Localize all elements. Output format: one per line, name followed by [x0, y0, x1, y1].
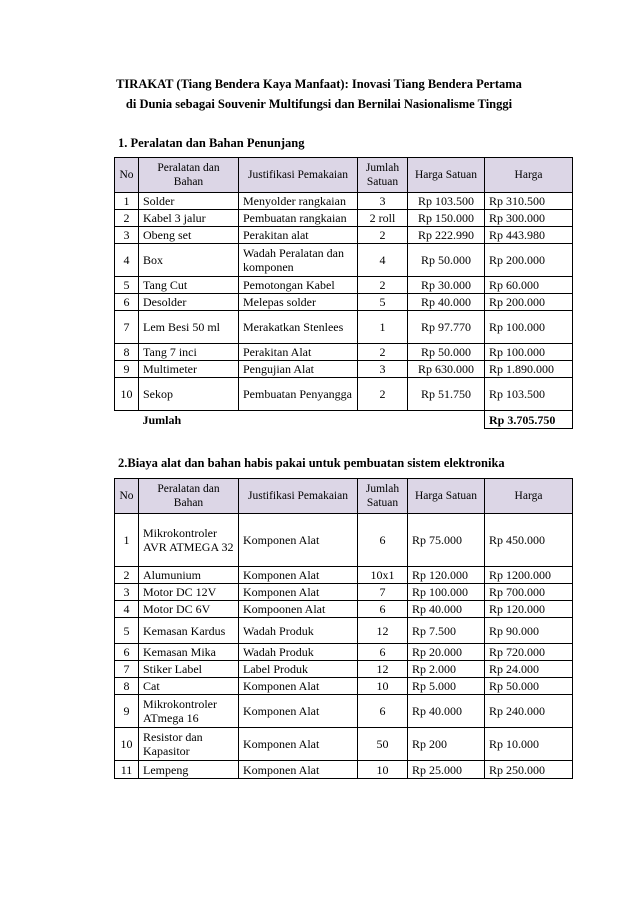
cell-no: 8 [115, 678, 139, 695]
cell-item: Tang 7 inci [139, 344, 239, 361]
total-value: Rp 3.705.750 [485, 411, 573, 429]
cell-price: Rp 24.000 [485, 661, 573, 678]
cell-item: Motor DC 12V [139, 584, 239, 601]
table-row [115, 344, 573, 361]
cell-price: Rp 120.000 [485, 601, 573, 618]
cell-quantity: 2 [358, 277, 408, 294]
cell-unit-price: Rp 20.000 [408, 644, 485, 661]
header-quantity: Jumlah Satuan [358, 158, 408, 193]
header-quantity: Jumlah Satuan [358, 479, 408, 514]
cell-quantity: 2 [358, 378, 408, 411]
table-row [115, 695, 573, 728]
document-title-line2: di Dunia sebagai Souvenir Multifungsi dan Bernilai Nasionalisme Tinggi [125, 97, 513, 111]
cell-unit-price: Rp 25.000 [408, 761, 485, 779]
cell-quantity: 6 [358, 601, 408, 618]
cell-no: 5 [115, 277, 139, 294]
cell-no: 10 [115, 728, 139, 761]
cell-price: Rp 103.500 [485, 378, 573, 411]
table-row [115, 661, 573, 678]
cell-price: Rp 450.000 [485, 514, 573, 567]
cell-price: Rp 90.000 [485, 618, 573, 644]
cell-justification: Pembuatan rangkaian [239, 210, 358, 227]
table-row [115, 618, 573, 644]
cell-price: Rp 200.000 [485, 294, 573, 311]
cell-item: Tang Cut [139, 277, 239, 294]
cell-justification: Pembuatan Penyangga [239, 378, 358, 411]
cell-quantity: 12 [358, 661, 408, 678]
cell-justification: Komponen Alat [239, 678, 358, 695]
cell-item: Desolder [139, 294, 239, 311]
cell-quantity: 2 [358, 344, 408, 361]
cell-justification: Komponen Alat [239, 695, 358, 728]
table-row [115, 294, 573, 311]
section1-heading: 1. Peralatan dan Bahan Penunjang [118, 136, 305, 150]
cell-item: Multimeter [139, 361, 239, 378]
cell-quantity: 3 [358, 361, 408, 378]
cell-quantity: 1 [358, 311, 408, 344]
cell-unit-price: Rp 630.000 [408, 361, 485, 378]
cell-quantity: 50 [358, 728, 408, 761]
cell-unit-price: Rp 75.000 [408, 514, 485, 567]
cell-justification: Pengujian Alat [239, 361, 358, 378]
cell-quantity: 6 [358, 695, 408, 728]
cell-price: Rp 240.000 [485, 695, 573, 728]
cell-unit-price: Rp 120.000 [408, 567, 485, 584]
cell-no: 9 [115, 695, 139, 728]
cell-no: 7 [115, 311, 139, 344]
table-row [115, 601, 573, 618]
cell-justification: Perakitan Alat [239, 344, 358, 361]
header-justification: Justifikasi Pemakaian [239, 158, 358, 193]
cell-justification: Komponen Alat [239, 567, 358, 584]
cell-justification: Komponen Alat [239, 728, 358, 761]
table-row [115, 193, 573, 210]
cell-item: Motor DC 6V [139, 601, 239, 618]
cell-no: 3 [115, 227, 139, 244]
cell-item: Obeng set [139, 227, 239, 244]
cell-item: Kemasan Kardus [139, 618, 239, 644]
cell-no: 7 [115, 661, 139, 678]
cell-quantity: 4 [358, 244, 408, 277]
cell-quantity: 10x1 [358, 567, 408, 584]
cell-unit-price: Rp 200 [408, 728, 485, 761]
header-item: Peralatan dan Bahan [139, 479, 239, 514]
table-row [115, 210, 573, 227]
cell-price: Rp 700.000 [485, 584, 573, 601]
cell-item: Lem Besi 50 ml [139, 311, 239, 344]
cell-quantity: 2 roll [358, 210, 408, 227]
cell-justification: Komponen Alat [239, 514, 358, 567]
cell-quantity: 2 [358, 227, 408, 244]
cell-justification: Kompoonen Alat [239, 601, 358, 618]
cell-unit-price: Rp 103.500 [408, 193, 485, 210]
table-row [115, 311, 573, 344]
cell-unit-price: Rp 40.000 [408, 294, 485, 311]
cell-unit-price: Rp 222.990 [408, 227, 485, 244]
cell-unit-price: Rp 97.770 [408, 311, 485, 344]
table-row [115, 244, 573, 277]
cell-item: Sekop [139, 378, 239, 411]
cell-price: Rp 100.000 [485, 344, 573, 361]
cell-item: Kabel 3 jalur [139, 210, 239, 227]
cell-justification: Pemotongan Kabel [239, 277, 358, 294]
cell-no: 4 [115, 601, 139, 618]
consumables-table-header [115, 479, 573, 514]
cell-quantity: 5 [358, 294, 408, 311]
table-row [115, 584, 573, 601]
cell-unit-price: Rp 150.000 [408, 210, 485, 227]
cell-unit-price: Rp 2.000 [408, 661, 485, 678]
cell-justification: Perakitan alat [239, 227, 358, 244]
header-justification: Justifikasi Pemakaian [239, 479, 358, 514]
cell-price: Rp 1.890.000 [485, 361, 573, 378]
cell-no: 5 [115, 618, 139, 644]
cell-no: 11 [115, 761, 139, 779]
table-row [115, 678, 573, 695]
cell-unit-price: Rp 100.000 [408, 584, 485, 601]
cell-item: Mikrokontroler AVR ATMEGA 32 [139, 514, 239, 567]
cell-no: 6 [115, 294, 139, 311]
cell-price: Rp 720.000 [485, 644, 573, 661]
cell-justification: Merakatkan Stenlees [239, 311, 358, 344]
cell-price: Rp 60.000 [485, 277, 573, 294]
cell-item: Box [139, 244, 239, 277]
cell-no: 8 [115, 344, 139, 361]
table-row [115, 728, 573, 761]
cell-price: Rp 1200.000 [485, 567, 573, 584]
table-row [115, 644, 573, 661]
document-title-line1: TIRAKAT (Tiang Bendera Kaya Manfaat): Inovasi Tiang Bendera Pertama [116, 77, 522, 91]
cell-price: Rp 250.000 [485, 761, 573, 779]
cell-justification: Komponen Alat [239, 584, 358, 601]
cell-quantity: 3 [358, 193, 408, 210]
table-row [115, 761, 573, 779]
cell-unit-price: Rp 51.750 [408, 378, 485, 411]
table-row [115, 277, 573, 294]
cell-item: Kemasan Mika [139, 644, 239, 661]
cell-justification: Wadah Produk [239, 644, 358, 661]
cell-price: Rp 100.000 [485, 311, 573, 344]
cell-quantity: 10 [358, 678, 408, 695]
cell-no: 10 [115, 378, 139, 411]
cell-price: Rp 300.000 [485, 210, 573, 227]
cell-unit-price: Rp 50.000 [408, 244, 485, 277]
cell-price: Rp 443.980 [485, 227, 573, 244]
cell-price: Rp 200.000 [485, 244, 573, 277]
consumables-table [114, 478, 573, 779]
equipment-table-header [115, 158, 573, 193]
cell-no: 1 [115, 514, 139, 567]
header-unit-price: Harga Satuan [408, 479, 485, 514]
cell-no: 4 [115, 244, 139, 277]
cell-quantity: 7 [358, 584, 408, 601]
cell-item: Lempeng [139, 761, 239, 779]
table-row [115, 378, 573, 411]
cell-item: Stiker Label [139, 661, 239, 678]
table-row [115, 361, 573, 378]
cell-no: 6 [115, 644, 139, 661]
cell-no: 9 [115, 361, 139, 378]
cell-item: Solder [139, 193, 239, 210]
cell-justification: Wadah Produk [239, 618, 358, 644]
cell-item: Alumunium [139, 567, 239, 584]
header-no: No [115, 158, 139, 193]
cell-no: 1 [115, 193, 139, 210]
cell-justification: Wadah Peralatan dan komponen [239, 244, 358, 277]
total-row [115, 411, 573, 429]
cell-justification: Melepas solder [239, 294, 358, 311]
cell-quantity: 6 [358, 514, 408, 567]
cell-justification: Label Produk [239, 661, 358, 678]
equipment-table [114, 157, 573, 429]
cell-unit-price: Rp 30.000 [408, 277, 485, 294]
header-no: No [115, 479, 139, 514]
cell-item: Mikrokontroler ATmega 16 [139, 695, 239, 728]
cell-justification: Komponen Alat [239, 761, 358, 779]
header-item: Peralatan dan Bahan [139, 158, 239, 193]
header-price: Harga [485, 158, 573, 193]
cell-unit-price: Rp 40.000 [408, 601, 485, 618]
cell-unit-price: Rp 40.000 [408, 695, 485, 728]
table-row [115, 567, 573, 584]
cell-quantity: 12 [358, 618, 408, 644]
total-label: Jumlah [142, 412, 182, 427]
cell-no: 3 [115, 584, 139, 601]
cell-quantity: 10 [358, 761, 408, 779]
cell-unit-price: Rp 7.500 [408, 618, 485, 644]
cell-no: 2 [115, 567, 139, 584]
cell-quantity: 6 [358, 644, 408, 661]
cell-item: Cat [139, 678, 239, 695]
cell-unit-price: Rp 50.000 [408, 344, 485, 361]
cell-item: Resistor dan Kapasitor [139, 728, 239, 761]
section2-heading: 2.Biaya alat dan bahan habis pakai untuk pembuatan sistem elektronika [118, 456, 505, 470]
cell-price: Rp 10.000 [485, 728, 573, 761]
header-price: Harga [485, 479, 573, 514]
cell-justification: Menyolder rangkaian [239, 193, 358, 210]
header-unit-price: Harga Satuan [408, 158, 485, 193]
cell-unit-price: Rp 5.000 [408, 678, 485, 695]
cell-price: Rp 50.000 [485, 678, 573, 695]
cell-price: Rp 310.500 [485, 193, 573, 210]
table-row [115, 514, 573, 567]
cell-no: 2 [115, 210, 139, 227]
table-row [115, 227, 573, 244]
